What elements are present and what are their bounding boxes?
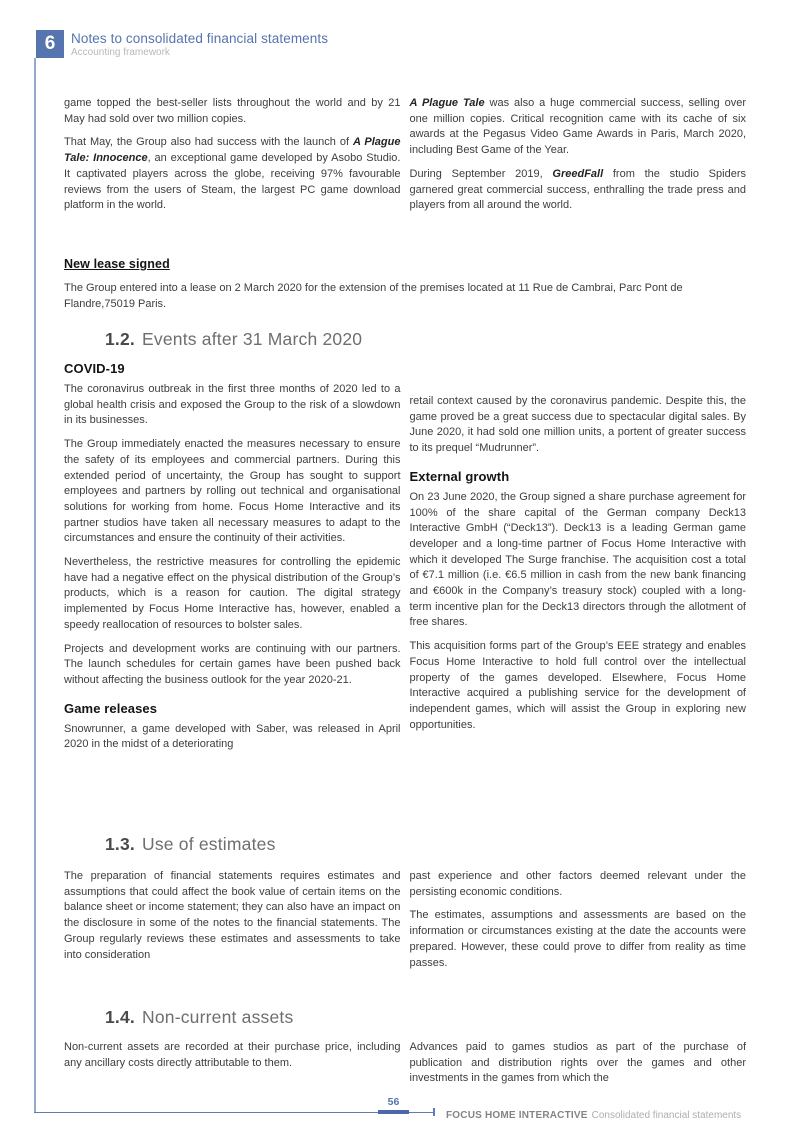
estimates-right-column [410,869,747,971]
paragraph: On 23 June 2020, the Group signed a share purchase agreement for 100% of the share capital of the German company Deck13 Interactive GmbH (“Deck13”). Deck13 is a leading German game developer and a long-time partner of Focus Home Interactive with which it developed The Surge franchise. The acquisition cost a total of €7.1 million (i.e. €6.5 million in cash from the new bank financing and €600k in the Company’s treasury stock) coupled with a long-term incentive plan for the Deck13 directors through the allotment of free shares. [409,490,746,629]
covid-columns [64,361,746,753]
paragraph: The Group entered into a lease on 2 March 2020 for the extension of the premises located at 11 Rue de Cambrai, Parc Pont de Flandre,75019 Paris. [64,282,683,310]
paragraph: This acquisition forms part of the Group’s EEE strategy and enables Focus Home Interactive to hold full control over the intellectual property of the games developed. Elsewhere, Focus Home Interactive acquired a publishing service for the development of independent games, which will assist the Group in exploring new opportunities. [409,640,746,731]
text-run: During September 2019, [409,167,553,180]
paragraph: Non-current assets are recorded at their purchase price, including any ancillary costs directly attributable to them. [64,1041,401,1069]
paragraph: Projects and development works are continuing with our partners. The launch schedules for certain games have been pushed back without affecting the business outlook for the year 2020-21. [64,642,401,686]
paragraph: past experience and other factors deemed relevant under the persisting economic conditions. [409,870,746,898]
section-number: 1.2. [105,329,135,349]
chapter-number: 6 [44,33,56,54]
game-title-emphasis: GreedFall [552,167,604,180]
section-title: Non-current assets [142,1007,294,1027]
paragraph: Nevertheless, the restrictive measures for controlling the epidemic have had a negative effect on the physical distribution of the Group’s products, which is a reason for caution. The digital strategy implemented by Focus Home Interactive has, however, enabled a speedy reallocation of resources to bolster sales. [64,556,401,631]
chapter-number-badge [36,30,64,58]
noncurrent-right-column [410,1040,747,1087]
covid-heading: COVID-19 [64,361,125,376]
new-lease-section [64,257,746,312]
paragraph: The Group immediately enacted the measures necessary to ensure the safety of its employees and commercial partners. During this extended period of uncertainty, the Group has sought to support employees and partners by rolling out technical and organisational solutions for working from home. Focus Home Interactive and its partner studios have taken all necessary measures to adapt to the circumstances and ensure the continuity of their activities. [64,438,401,545]
page-number: 56 [387,1096,400,1108]
intro-left-column [64,96,401,214]
section-number: 1.3. [105,834,135,854]
estimates-left-column [64,869,401,971]
estimates-columns [64,869,746,971]
external-growth-heading: External growth [409,468,510,484]
noncurrent-left-column [64,1040,401,1087]
footer-company-name: FOCUS HOME INTERACTIVE [446,1110,588,1121]
footer-brand-line [446,1110,741,1121]
covid-left-column [64,361,401,753]
paragraph [410,96,747,159]
text-run: was also a huge commercial success, selling over one million copies. Critical recognition came with its cache of six awards at the Pegasus Video Game Awards in Paris, March 2020, including Best Game of the Year. [409,97,746,157]
left-margin-rule [34,58,36,1112]
paragraph: The preparation of financial statements requires estimates and assumptions that could affect the book value of certain items on the balance sheet or income statement; they can also have an impact on the disclosure in some of the notes to the financial statements. The Group regularly reviews these estimates and assessments to take into consideration [64,870,401,961]
game-title-emphasis: A Plague Tale [409,97,485,109]
footer-document-label: Consolidated financial statements [591,1110,742,1121]
intro-columns [64,96,746,214]
chapter-subtitle: Accounting framework [71,47,170,58]
paragraph [64,135,401,214]
footer-rule [34,1112,434,1113]
paragraph: The estimates, assumptions and assessments are based on the information or circumstances existing at the date the accounts were prepared. However, these could prove to differ from reality as time passes. [409,909,746,969]
paragraph: Snowrunner, a game developed with Saber, was released in April 2020 in the midst of a deteriorating [64,722,401,751]
intro-right-column [410,96,747,214]
new-lease-heading: New lease signed [64,257,170,271]
paragraph: The coronavirus outbreak in the first three months of 2020 led to a global health crisis and exposed the Group to the risk of a slowdown in its businesses. [64,383,401,427]
text-run: from the studio Spiders garnered great commercial success, enthralling the trade press and players from all around the world. [409,167,746,212]
section-heading-1-4 [64,1007,787,1028]
game-releases-heading: Game releases [64,700,158,716]
paragraph: retail context caused by the coronavirus pandemic. Despite this, the game proved be a great success due to spectacular digital sales. By June 2020, it had sold one million units, a portent of greater success to its prequel “Mudrunner”. [409,395,746,455]
covid-right-column [410,361,747,753]
section-title: Use of estimates [142,834,276,854]
section-heading-1-2 [64,329,787,350]
footer-rule-end-tick [433,1108,435,1116]
text-run: That May, the Group also had success with the launch of [64,136,353,149]
chapter-title: Notes to consolidated financial statements [71,31,329,46]
noncurrent-columns [64,1040,746,1087]
paragraph: Advances paid to games studios as part of the purchase of publication and distribution rights over the games and other investments in the games from which the [409,1041,746,1085]
paragraph: game topped the best-seller lists throughout the world and by 21 May had sold over two million copies. [64,97,401,125]
section-heading-1-3 [64,834,787,855]
paragraph [410,167,747,214]
section-number: 1.4. [105,1007,135,1027]
footer-rule-accent [378,1110,409,1114]
section-title: Events after 31 March 2020 [142,329,363,349]
text-run: , an exceptional game developed by Asobo Studio. It captivated players across the globe, receiving 97% favourable reviews from the users of Steam, the largest PC game download platform in the world. [64,152,401,212]
game-title-emphasis: A Plague Tale: Innocence [64,136,401,165]
